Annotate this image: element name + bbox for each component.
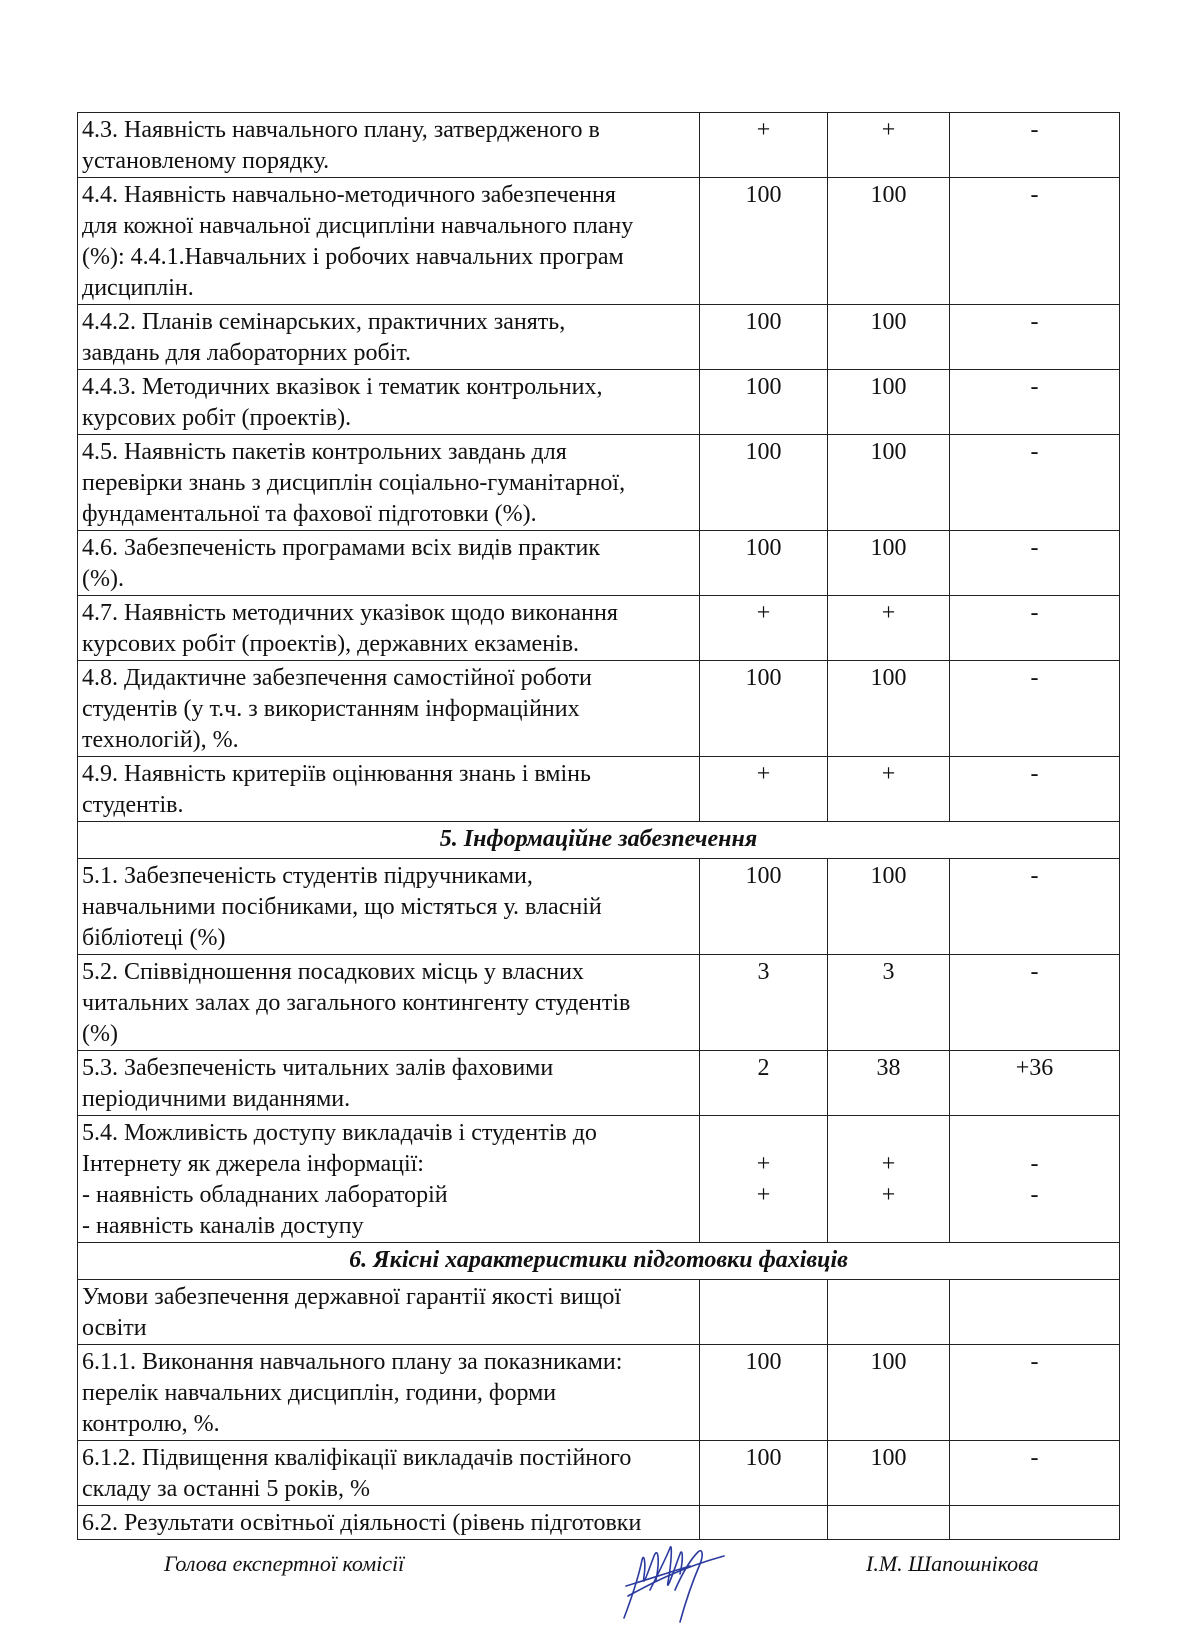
criterion-line: студентів. xyxy=(82,792,184,818)
criterion-text xyxy=(78,596,700,661)
value-cell-v2: 100 xyxy=(828,1441,950,1506)
value-cell-v3: - xyxy=(950,178,1120,305)
value-cell-v3: - xyxy=(950,435,1120,531)
criterion-line: 4.9. Наявність критеріїв оцінювання знань і вмінь xyxy=(82,761,591,787)
table-row xyxy=(78,435,1120,531)
value-cell-v2: 38 xyxy=(828,1051,950,1116)
value-line xyxy=(954,1118,1115,1149)
criterion-line: для кожної навчальної дисципліни навчального плану xyxy=(82,213,634,239)
value-cell-v3: - xyxy=(950,1441,1120,1506)
criterion-line: 6.1.1. Виконання навчального плану за показниками: xyxy=(82,1349,623,1375)
table-row xyxy=(78,531,1120,596)
value-cell-v1: 100 xyxy=(700,661,828,757)
value-cell-v3: - xyxy=(950,531,1120,596)
value-line: + xyxy=(881,1151,896,1177)
value-cell-v3 xyxy=(950,1280,1120,1345)
commission-head-label: Голова експертної комісії xyxy=(164,1551,405,1576)
value-cell-v1: 3 xyxy=(700,955,828,1051)
value-cell-v3 xyxy=(950,1116,1120,1243)
value-cell-v3: - xyxy=(950,596,1120,661)
value-cell-v3: - xyxy=(950,113,1120,178)
value-cell-v1 xyxy=(700,1280,828,1345)
table-row xyxy=(78,305,1120,370)
table-row xyxy=(78,1441,1120,1506)
section-title: 5. Інформаційне забезпечення xyxy=(78,822,1120,859)
value-cell-v3: - xyxy=(950,757,1120,822)
value-cell-v2 xyxy=(828,1506,950,1540)
criterion-line: дисциплін. xyxy=(82,275,194,301)
table-body xyxy=(78,113,1120,1540)
commission-head-name: І.М. Шапошнікова xyxy=(866,1551,1039,1576)
value-cell-v1: 100 xyxy=(700,370,828,435)
criterion-line: 6.2. Результати освітньої діяльності (рівень підготовки xyxy=(82,1510,642,1536)
criterion-line: перелік навчальних дисциплін, години, форми xyxy=(82,1380,557,1406)
table-row xyxy=(78,1345,1120,1441)
value-cell-v2: + xyxy=(828,113,950,178)
section-title: 6. Якісні характеристики підготовки фахівців xyxy=(78,1243,1120,1280)
criterion-text xyxy=(78,435,700,531)
criterion-line: 6.1.2. Підвищення кваліфікації викладачів постійного xyxy=(82,1445,632,1471)
criterion-text xyxy=(78,1051,700,1116)
table-row xyxy=(78,955,1120,1051)
value-cell-v1: + xyxy=(700,596,828,661)
table-row xyxy=(78,1051,1120,1116)
criterion-line: 4.6. Забезпеченість програмами всіх видів практик xyxy=(82,535,600,561)
section-header-row xyxy=(78,1243,1120,1280)
criterion-line: (%). xyxy=(82,566,124,592)
criterion-line: студентів (у т.ч. з використанням інформаційних xyxy=(82,696,580,722)
criterion-text xyxy=(78,1116,700,1243)
value-cell-v2: 100 xyxy=(828,531,950,596)
criterion-text xyxy=(78,1345,700,1441)
criterion-line: (%) xyxy=(82,1021,118,1047)
criterion-text xyxy=(78,955,700,1051)
criterion-text xyxy=(78,113,700,178)
table-row xyxy=(78,596,1120,661)
value-line: + xyxy=(756,1182,771,1208)
value-cell-v1: 100 xyxy=(700,305,828,370)
criterion-line: - наявність обладнаних лабораторій xyxy=(82,1182,448,1208)
table-row xyxy=(78,370,1120,435)
criterion-line: установленому порядку. xyxy=(82,148,330,174)
criterion-line: курсових робіт (проектів), державних екзаменів. xyxy=(82,631,580,657)
criterion-line: контролю, %. xyxy=(82,1411,220,1437)
table-row xyxy=(78,757,1120,822)
table-row xyxy=(78,859,1120,955)
table-row xyxy=(78,1280,1120,1345)
value-cell-v3: - xyxy=(950,955,1120,1051)
value-cell-v2 xyxy=(828,1280,950,1345)
value-cell-v3 xyxy=(950,1506,1120,1540)
criterion-line: 4.4. Наявність навчально-методичного забезпечення xyxy=(82,182,616,208)
value-cell-v1: 100 xyxy=(700,1345,828,1441)
value-cell-v2: 100 xyxy=(828,1345,950,1441)
value-cell-v3: - xyxy=(950,859,1120,955)
criterion-line: 4.4.3. Методичних вказівок і тематик контрольних, xyxy=(82,374,603,400)
criterion-line: технологій), %. xyxy=(82,727,239,753)
value-cell-v1: 100 xyxy=(700,1441,828,1506)
table-row xyxy=(78,113,1120,178)
value-cell-v1 xyxy=(700,1116,828,1243)
criterion-line: 5.1. Забезпеченість студентів підручниками, xyxy=(82,863,533,889)
criterion-line: Умови забезпечення державної гарантії якості вищої xyxy=(82,1284,622,1310)
criterion-line: 4.3. Наявність навчального плану, затвердженого в xyxy=(82,117,600,143)
value-cell-v2: 3 xyxy=(828,955,950,1051)
criterion-text xyxy=(78,1441,700,1506)
criterion-line: 5.2. Співвідношення посадкових місць у власних xyxy=(82,959,584,985)
criterion-text xyxy=(78,305,700,370)
value-cell-v2: 100 xyxy=(828,305,950,370)
value-line xyxy=(704,1118,823,1149)
value-cell-v2: 100 xyxy=(828,435,950,531)
value-cell-v2: + xyxy=(828,757,950,822)
criterion-text xyxy=(78,661,700,757)
criterion-line: 5.3. Забезпеченість читальних залів фаховими xyxy=(82,1055,554,1081)
value-cell-v1: 100 xyxy=(700,859,828,955)
criterion-text xyxy=(78,370,700,435)
accreditation-table xyxy=(77,112,1120,1540)
criterion-line: складу за останні 5 років, % xyxy=(82,1476,370,1502)
value-cell-v2: 100 xyxy=(828,661,950,757)
table-row xyxy=(78,178,1120,305)
value-cell-v3: - xyxy=(950,1345,1120,1441)
criterion-line: освіти xyxy=(82,1315,147,1341)
criterion-line: бібліотеці (%) xyxy=(82,925,226,951)
value-cell-v1: 100 xyxy=(700,178,828,305)
criterion-line: перевірки знань з дисциплін соціально-гуманітарної, xyxy=(82,470,626,496)
value-cell-v3: - xyxy=(950,370,1120,435)
criterion-line: - наявність каналів доступу xyxy=(82,1213,364,1239)
value-cell-v2: + xyxy=(828,596,950,661)
criterion-line: фундаментальної та фахової підготовки (%). xyxy=(82,501,537,527)
criterion-line: завдань для лабораторних робіт. xyxy=(82,340,412,366)
criterion-text xyxy=(78,531,700,596)
criterion-line: Інтернету як джерела інформації: xyxy=(82,1151,424,1177)
criterion-text xyxy=(78,859,700,955)
value-cell-v1: + xyxy=(700,113,828,178)
criterion-line: 4.7. Наявність методичних указівок щодо виконання xyxy=(82,600,618,626)
value-cell-v2: 100 xyxy=(828,178,950,305)
criterion-text xyxy=(78,757,700,822)
criterion-line: читальних залах до загального контингенту студентів xyxy=(82,990,631,1016)
value-cell-v2 xyxy=(828,1116,950,1243)
table-row xyxy=(78,661,1120,757)
table-row xyxy=(78,1116,1120,1243)
signature xyxy=(620,1530,730,1625)
value-cell-v1: 2 xyxy=(700,1051,828,1116)
value-line xyxy=(832,1118,945,1149)
criterion-text xyxy=(78,178,700,305)
criterion-line: 4.8. Дидактичне забезпечення самостійної роботи xyxy=(82,665,592,691)
value-line: - xyxy=(1030,1151,1039,1177)
value-cell-v1: + xyxy=(700,757,828,822)
value-cell-v2: 100 xyxy=(828,859,950,955)
criterion-text xyxy=(78,1506,700,1540)
table-row xyxy=(78,1506,1120,1540)
value-line: + xyxy=(756,1151,771,1177)
section-header-row xyxy=(78,822,1120,859)
criterion-line: навчальними посібниками, що містяться у. власній xyxy=(82,894,602,920)
value-cell-v1: 100 xyxy=(700,435,828,531)
value-line: - xyxy=(1030,1182,1039,1208)
value-cell-v3: - xyxy=(950,661,1120,757)
value-cell-v2: 100 xyxy=(828,370,950,435)
criterion-line: періодичними виданнями. xyxy=(82,1086,351,1112)
value-cell-v1: 100 xyxy=(700,531,828,596)
value-cell-v3: - xyxy=(950,305,1120,370)
criterion-line: 4.4.2. Планів семінарських, практичних занять, xyxy=(82,309,566,335)
criterion-line: 4.5. Наявність пакетів контрольних завдань для xyxy=(82,439,567,465)
value-line: + xyxy=(881,1182,896,1208)
criterion-text xyxy=(78,1280,700,1345)
criterion-line: (%): 4.4.1.Навчальних і робочих навчальних програм xyxy=(82,244,624,270)
criterion-line: 5.4. Можливість доступу викладачів і студентів до xyxy=(82,1120,597,1146)
criterion-line: курсових робіт (проектів). xyxy=(82,405,352,431)
value-cell-v3: +36 xyxy=(950,1051,1120,1116)
